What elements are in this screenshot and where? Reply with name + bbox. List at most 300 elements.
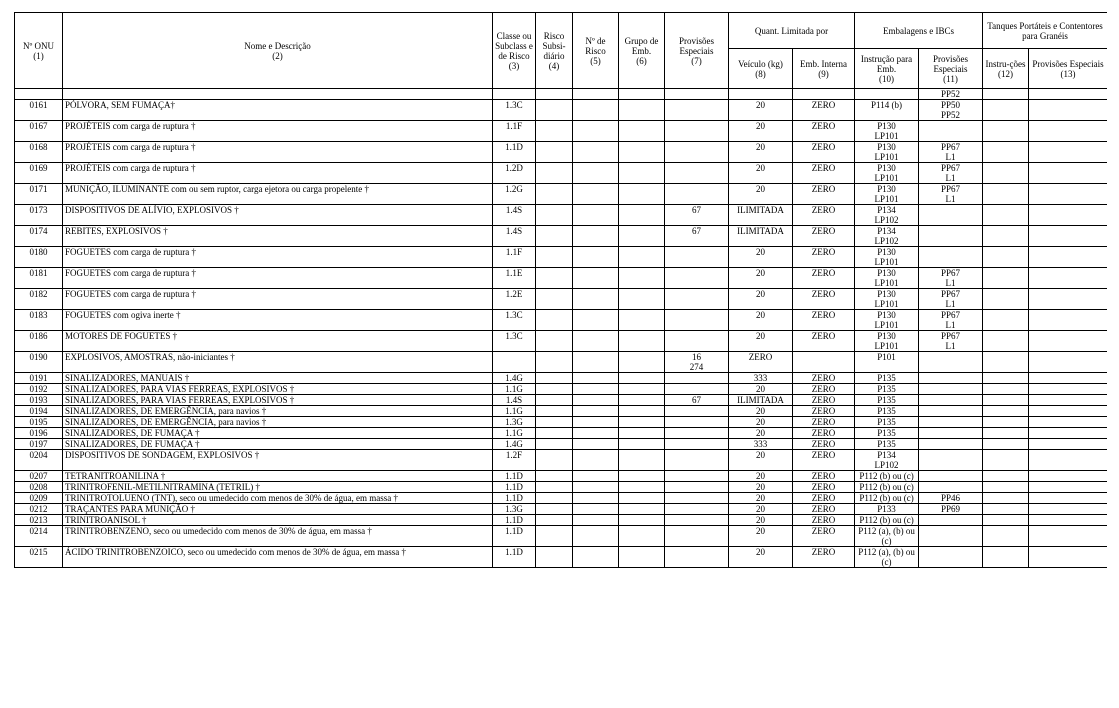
cell-provisoes-tanque bbox=[1029, 406, 1107, 417]
cell-provisoes-tanque bbox=[1029, 439, 1107, 450]
cell-grupo-emb bbox=[619, 417, 665, 428]
cell-provisoes-especiais: PP67 L1 bbox=[919, 289, 983, 310]
cell-classe: 1.1G bbox=[493, 428, 536, 439]
cell-provisoes-tanque bbox=[1029, 89, 1107, 100]
cell-provisoes-tanque bbox=[1029, 352, 1107, 373]
cell-provisoes-tanque bbox=[1029, 184, 1107, 205]
cell-instrucoes-tanque bbox=[983, 100, 1029, 121]
cell-veiculo: 20 bbox=[729, 482, 793, 493]
cell-grupo-emb bbox=[619, 289, 665, 310]
cell-onu: 0208 bbox=[15, 482, 63, 493]
cell-instrucao: P112 (b) ou (c) bbox=[855, 471, 919, 482]
cell-provisoes-especiais bbox=[919, 547, 983, 568]
cell-veiculo bbox=[729, 89, 793, 100]
cell-name: MUNIÇÃO, ILUMINANTE com ou sem ruptor, carga ejetora ou carga propelente † bbox=[63, 184, 493, 205]
cell-instrucoes-tanque bbox=[983, 406, 1029, 417]
cell-numero-risco bbox=[573, 428, 619, 439]
cell-instrucoes-tanque bbox=[983, 526, 1029, 547]
cell-risco-subsidiario bbox=[536, 121, 573, 142]
cell-onu: 0186 bbox=[15, 331, 63, 352]
cell-instrucao: P134 LP102 bbox=[855, 205, 919, 226]
cell-provisoes-tanque bbox=[1029, 289, 1107, 310]
cell-provisoes bbox=[665, 373, 729, 384]
cell-veiculo: 20 bbox=[729, 289, 793, 310]
cell-provisoes-especiais: PP67 L1 bbox=[919, 184, 983, 205]
table-row bbox=[15, 417, 1108, 428]
cell-veiculo: 333 bbox=[729, 373, 793, 384]
cell-provisoes-especiais: PP67 L1 bbox=[919, 310, 983, 331]
cell-numero-risco bbox=[573, 547, 619, 568]
header-provisoes-especiais: Provisões Especiais (11) bbox=[919, 49, 983, 89]
cell-onu: 0197 bbox=[15, 439, 63, 450]
cell-instrucao: P112 (a), (b) ou (c) bbox=[855, 547, 919, 568]
cell-risco-subsidiario bbox=[536, 482, 573, 493]
cell-instrucao: P135 bbox=[855, 384, 919, 395]
cell-provisoes bbox=[665, 184, 729, 205]
cell-onu: 0167 bbox=[15, 121, 63, 142]
cell-provisoes-especiais: PP67 L1 bbox=[919, 142, 983, 163]
cell-classe bbox=[493, 89, 536, 100]
cell-classe: 1.1D bbox=[493, 471, 536, 482]
cell-provisoes-tanque bbox=[1029, 331, 1107, 352]
table-row bbox=[15, 89, 1108, 100]
header-grupo-emb: Grupo de Emb. (6) bbox=[619, 13, 665, 89]
cell-risco-subsidiario bbox=[536, 384, 573, 395]
cell-numero-risco bbox=[573, 247, 619, 268]
cell-instrucao: P130 LP101 bbox=[855, 331, 919, 352]
cell-name: REBITES, EXPLOSIVOS † bbox=[63, 226, 493, 247]
cell-numero-risco bbox=[573, 163, 619, 184]
cell-classe: 1.1D bbox=[493, 547, 536, 568]
cell-provisoes bbox=[665, 310, 729, 331]
cell-numero-risco bbox=[573, 373, 619, 384]
cell-instrucao: P135 bbox=[855, 406, 919, 417]
cell-risco-subsidiario bbox=[536, 406, 573, 417]
cell-risco-subsidiario bbox=[536, 205, 573, 226]
cell-provisoes bbox=[665, 142, 729, 163]
cell-provisoes-tanque bbox=[1029, 121, 1107, 142]
cell-instrucao: P112 (a), (b) ou (c) bbox=[855, 526, 919, 547]
cell-instrucoes-tanque bbox=[983, 352, 1029, 373]
cell-provisoes-tanque bbox=[1029, 482, 1107, 493]
cell-instrucao: P135 bbox=[855, 428, 919, 439]
cell-name: PROJÉTEIS com carga de ruptura † bbox=[63, 121, 493, 142]
cell-classe: 1.3G bbox=[493, 417, 536, 428]
cell-veiculo: 20 bbox=[729, 406, 793, 417]
cell-veiculo: 20 bbox=[729, 384, 793, 395]
cell-onu: 0173 bbox=[15, 205, 63, 226]
cell-classe: 1.1D bbox=[493, 142, 536, 163]
cell-onu: 0182 bbox=[15, 289, 63, 310]
cell-grupo-emb bbox=[619, 504, 665, 515]
cell-onu: 0193 bbox=[15, 395, 63, 406]
table-row bbox=[15, 384, 1108, 395]
header-classe: Classe ou Subclass e de Risco (3) bbox=[493, 13, 536, 89]
cell-emb-interna: ZERO bbox=[793, 226, 855, 247]
cell-risco-subsidiario bbox=[536, 184, 573, 205]
cell-emb-interna: ZERO bbox=[793, 482, 855, 493]
header-instrucao: Instrução para Emb. (10) bbox=[855, 49, 919, 89]
cell-risco-subsidiario bbox=[536, 417, 573, 428]
table-row bbox=[15, 100, 1108, 121]
table-row bbox=[15, 142, 1108, 163]
cell-instrucao: P130 LP101 bbox=[855, 247, 919, 268]
cell-numero-risco bbox=[573, 121, 619, 142]
cell-provisoes bbox=[665, 268, 729, 289]
table-row bbox=[15, 163, 1108, 184]
cell-onu: 0213 bbox=[15, 515, 63, 526]
cell-classe: 1.1F bbox=[493, 247, 536, 268]
cell-provisoes-especiais bbox=[919, 352, 983, 373]
header-tanques: Tanques Portáteis e Contentores para Granéis bbox=[983, 13, 1107, 49]
cell-grupo-emb bbox=[619, 121, 665, 142]
cell-emb-interna: ZERO bbox=[793, 439, 855, 450]
header-risco-subsidiario: Risco Subsi-diário (4) bbox=[536, 13, 573, 89]
cell-risco-subsidiario bbox=[536, 226, 573, 247]
cell-provisoes-especiais bbox=[919, 205, 983, 226]
cell-veiculo: 20 bbox=[729, 504, 793, 515]
cell-numero-risco bbox=[573, 471, 619, 482]
cell-numero-risco bbox=[573, 450, 619, 471]
cell-instrucoes-tanque bbox=[983, 121, 1029, 142]
cell-provisoes-especiais bbox=[919, 417, 983, 428]
cell-name: TRAÇANTES PARA MUNIÇÃO † bbox=[63, 504, 493, 515]
cell-risco-subsidiario bbox=[536, 331, 573, 352]
cell-provisoes-tanque bbox=[1029, 428, 1107, 439]
cell-instrucao: P112 (b) ou (c) bbox=[855, 482, 919, 493]
cell-provisoes-tanque bbox=[1029, 163, 1107, 184]
cell-instrucoes-tanque bbox=[983, 89, 1029, 100]
header-provisoes: Provisões Especiais (7) bbox=[665, 13, 729, 89]
cell-name: FOGUETES com ogiva inerte † bbox=[63, 310, 493, 331]
table-row bbox=[15, 395, 1108, 406]
cell-emb-interna: ZERO bbox=[793, 450, 855, 471]
cell-instrucoes-tanque bbox=[983, 504, 1029, 515]
cell-name: FOGUETES com carga de ruptura † bbox=[63, 247, 493, 268]
cell-veiculo: 20 bbox=[729, 268, 793, 289]
cell-grupo-emb bbox=[619, 310, 665, 331]
cell-numero-risco bbox=[573, 417, 619, 428]
document-page bbox=[14, 12, 1107, 662]
cell-onu: 0209 bbox=[15, 493, 63, 504]
cell-emb-interna: ZERO bbox=[793, 268, 855, 289]
cell-risco-subsidiario bbox=[536, 373, 573, 384]
cell-instrucao: P134 LP102 bbox=[855, 226, 919, 247]
cell-provisoes-tanque bbox=[1029, 547, 1107, 568]
cell-onu: 0190 bbox=[15, 352, 63, 373]
cell-grupo-emb bbox=[619, 352, 665, 373]
cell-instrucoes-tanque bbox=[983, 493, 1029, 504]
cell-provisoes bbox=[665, 450, 729, 471]
cell-name: EXPLOSIVOS, AMOSTRAS, não-iniciantes † bbox=[63, 352, 493, 373]
cell-instrucoes-tanque bbox=[983, 289, 1029, 310]
cell-provisoes: 16 274 bbox=[665, 352, 729, 373]
cell-emb-interna: ZERO bbox=[793, 373, 855, 384]
table-row bbox=[15, 504, 1108, 515]
cell-emb-interna: ZERO bbox=[793, 289, 855, 310]
cell-instrucoes-tanque bbox=[983, 373, 1029, 384]
cell-numero-risco bbox=[573, 515, 619, 526]
table-row bbox=[15, 439, 1108, 450]
cell-onu bbox=[15, 89, 63, 100]
table-row bbox=[15, 184, 1108, 205]
cell-provisoes bbox=[665, 482, 729, 493]
cell-emb-interna: ZERO bbox=[793, 471, 855, 482]
table-row bbox=[15, 482, 1108, 493]
cell-instrucao: P135 bbox=[855, 417, 919, 428]
cell-numero-risco bbox=[573, 184, 619, 205]
cell-provisoes bbox=[665, 247, 729, 268]
cell-instrucao: P130 LP101 bbox=[855, 268, 919, 289]
cell-name: SINALIZADORES, DE FUMAÇA † bbox=[63, 439, 493, 450]
cell-veiculo: 20 bbox=[729, 450, 793, 471]
cell-onu: 0196 bbox=[15, 428, 63, 439]
cell-veiculo: 20 bbox=[729, 331, 793, 352]
cell-onu: 0195 bbox=[15, 417, 63, 428]
table-row bbox=[15, 515, 1108, 526]
cell-emb-interna: ZERO bbox=[793, 515, 855, 526]
cell-classe: 1.2F bbox=[493, 450, 536, 471]
cell-onu: 0207 bbox=[15, 471, 63, 482]
table-row bbox=[15, 205, 1108, 226]
cell-provisoes-tanque bbox=[1029, 310, 1107, 331]
cell-instrucoes-tanque bbox=[983, 471, 1029, 482]
header-name: Nome e Descrição (2) bbox=[63, 13, 493, 89]
cell-provisoes-tanque bbox=[1029, 526, 1107, 547]
table-row bbox=[15, 247, 1108, 268]
cell-provisoes-tanque bbox=[1029, 268, 1107, 289]
cell-provisoes-tanque bbox=[1029, 395, 1107, 406]
cell-risco-subsidiario bbox=[536, 100, 573, 121]
cell-instrucoes-tanque bbox=[983, 163, 1029, 184]
cell-emb-interna: ZERO bbox=[793, 121, 855, 142]
cell-numero-risco bbox=[573, 205, 619, 226]
cell-risco-subsidiario bbox=[536, 450, 573, 471]
cell-grupo-emb bbox=[619, 268, 665, 289]
table-row bbox=[15, 268, 1108, 289]
cell-provisoes-tanque bbox=[1029, 471, 1107, 482]
cell-onu: 0191 bbox=[15, 373, 63, 384]
cell-risco-subsidiario bbox=[536, 428, 573, 439]
cell-onu: 0183 bbox=[15, 310, 63, 331]
cell-veiculo: 20 bbox=[729, 493, 793, 504]
cell-instrucao: P130 LP101 bbox=[855, 121, 919, 142]
cell-grupo-emb bbox=[619, 395, 665, 406]
cell-veiculo: 20 bbox=[729, 100, 793, 121]
cell-grupo-emb bbox=[619, 406, 665, 417]
cell-provisoes-especiais bbox=[919, 471, 983, 482]
cell-grupo-emb bbox=[619, 450, 665, 471]
cell-provisoes-especiais bbox=[919, 450, 983, 471]
cell-name: DISPOSITIVOS DE SONDAGEM, EXPLOSIVOS † bbox=[63, 450, 493, 471]
cell-provisoes-especiais bbox=[919, 482, 983, 493]
cell-grupo-emb bbox=[619, 526, 665, 547]
cell-emb-interna: ZERO bbox=[793, 406, 855, 417]
cell-provisoes bbox=[665, 89, 729, 100]
cell-risco-subsidiario bbox=[536, 547, 573, 568]
header-emb-interna: Emb. Interna (9) bbox=[793, 49, 855, 89]
cell-provisoes-tanque bbox=[1029, 142, 1107, 163]
cell-grupo-emb bbox=[619, 384, 665, 395]
cell-grupo-emb bbox=[619, 515, 665, 526]
cell-name: TRINITROTOLUENO (TNT), seco ou umedecido com menos de 30% de água, em massa † bbox=[63, 493, 493, 504]
cell-name: TETRANITROANILINA † bbox=[63, 471, 493, 482]
cell-emb-interna: ZERO bbox=[793, 428, 855, 439]
cell-provisoes-especiais bbox=[919, 384, 983, 395]
cell-veiculo: 20 bbox=[729, 247, 793, 268]
cell-provisoes-especiais: PP52 bbox=[919, 89, 983, 100]
cell-grupo-emb bbox=[619, 89, 665, 100]
cell-veiculo: ILIMITADA bbox=[729, 205, 793, 226]
cell-numero-risco bbox=[573, 100, 619, 121]
cell-risco-subsidiario bbox=[536, 526, 573, 547]
cell-veiculo: 333 bbox=[729, 439, 793, 450]
cell-risco-subsidiario bbox=[536, 310, 573, 331]
cell-numero-risco bbox=[573, 504, 619, 515]
cell-provisoes bbox=[665, 331, 729, 352]
cell-classe: 1.4G bbox=[493, 439, 536, 450]
cell-classe: 1.2D bbox=[493, 163, 536, 184]
cell-emb-interna: ZERO bbox=[793, 247, 855, 268]
cell-instrucoes-tanque bbox=[983, 547, 1029, 568]
cell-instrucoes-tanque bbox=[983, 331, 1029, 352]
cell-onu: 0169 bbox=[15, 163, 63, 184]
cell-veiculo: ILIMITADA bbox=[729, 395, 793, 406]
cell-onu: 0161 bbox=[15, 100, 63, 121]
cell-provisoes-tanque bbox=[1029, 226, 1107, 247]
cell-veiculo: ILIMITADA bbox=[729, 226, 793, 247]
table-row bbox=[15, 493, 1108, 504]
cell-onu: 0194 bbox=[15, 406, 63, 417]
cell-name: SINALIZADORES, DE EMERGÊNCIA, para navios † bbox=[63, 406, 493, 417]
cell-emb-interna bbox=[793, 89, 855, 100]
cell-provisoes-especiais: PP67 L1 bbox=[919, 268, 983, 289]
cell-veiculo: 20 bbox=[729, 121, 793, 142]
table-row bbox=[15, 310, 1108, 331]
cell-provisoes-especiais: PP67 L1 bbox=[919, 331, 983, 352]
cell-instrucoes-tanque bbox=[983, 142, 1029, 163]
cell-instrucoes-tanque bbox=[983, 395, 1029, 406]
cell-risco-subsidiario bbox=[536, 471, 573, 482]
cell-provisoes-tanque bbox=[1029, 450, 1107, 471]
cell-provisoes-tanque bbox=[1029, 493, 1107, 504]
cell-instrucoes-tanque bbox=[983, 205, 1029, 226]
cell-numero-risco bbox=[573, 406, 619, 417]
cell-emb-interna: ZERO bbox=[793, 184, 855, 205]
cell-provisoes-tanque bbox=[1029, 100, 1107, 121]
cell-numero-risco bbox=[573, 439, 619, 450]
cell-veiculo: 20 bbox=[729, 471, 793, 482]
cell-onu: 0171 bbox=[15, 184, 63, 205]
cell-emb-interna: ZERO bbox=[793, 163, 855, 184]
cell-emb-interna: ZERO bbox=[793, 142, 855, 163]
cell-risco-subsidiario bbox=[536, 89, 573, 100]
cell-instrucao: P134 LP102 bbox=[855, 450, 919, 471]
cell-emb-interna: ZERO bbox=[793, 384, 855, 395]
cell-onu: 0168 bbox=[15, 142, 63, 163]
header-instrucoes: Instru-ções (12) bbox=[983, 49, 1029, 89]
cell-instrucoes-tanque bbox=[983, 482, 1029, 493]
cell-risco-subsidiario bbox=[536, 515, 573, 526]
table-row bbox=[15, 471, 1108, 482]
table-row bbox=[15, 450, 1108, 471]
cell-provisoes bbox=[665, 439, 729, 450]
cell-instrucao: P130 LP101 bbox=[855, 142, 919, 163]
cell-provisoes bbox=[665, 471, 729, 482]
cell-instrucoes-tanque bbox=[983, 384, 1029, 395]
cell-classe: 1.4S bbox=[493, 226, 536, 247]
cell-grupo-emb bbox=[619, 184, 665, 205]
cell-provisoes bbox=[665, 504, 729, 515]
cell-classe: 1.1D bbox=[493, 515, 536, 526]
cell-risco-subsidiario bbox=[536, 395, 573, 406]
cell-risco-subsidiario bbox=[536, 289, 573, 310]
cell-instrucao: P135 bbox=[855, 395, 919, 406]
cell-numero-risco bbox=[573, 482, 619, 493]
cell-provisoes-especiais bbox=[919, 121, 983, 142]
header-veiculo: Veículo (kg) (8) bbox=[729, 49, 793, 89]
cell-provisoes-tanque bbox=[1029, 205, 1107, 226]
cell-grupo-emb bbox=[619, 331, 665, 352]
cell-provisoes-tanque bbox=[1029, 247, 1107, 268]
cell-classe: 1.1G bbox=[493, 406, 536, 417]
cell-numero-risco bbox=[573, 310, 619, 331]
cell-risco-subsidiario bbox=[536, 352, 573, 373]
cell-provisoes-especiais: PP69 bbox=[919, 504, 983, 515]
cell-provisoes bbox=[665, 493, 729, 504]
table-row bbox=[15, 373, 1108, 384]
cell-emb-interna: ZERO bbox=[793, 493, 855, 504]
cell-risco-subsidiario bbox=[536, 247, 573, 268]
cell-provisoes-especiais bbox=[919, 395, 983, 406]
cell-provisoes bbox=[665, 417, 729, 428]
cell-provisoes-especiais bbox=[919, 526, 983, 547]
cell-name: DISPOSITIVOS DE ALÍVIO, EXPLOSIVOS † bbox=[63, 205, 493, 226]
cell-provisoes bbox=[665, 121, 729, 142]
cell-onu: 0204 bbox=[15, 450, 63, 471]
cell-grupo-emb bbox=[619, 205, 665, 226]
cell-numero-risco bbox=[573, 331, 619, 352]
cell-numero-risco bbox=[573, 352, 619, 373]
cell-instrucao: P130 LP101 bbox=[855, 310, 919, 331]
cell-classe: 1.1F bbox=[493, 121, 536, 142]
cell-provisoes-tanque bbox=[1029, 417, 1107, 428]
cell-emb-interna: ZERO bbox=[793, 526, 855, 547]
cell-grupo-emb bbox=[619, 163, 665, 184]
cell-veiculo: 20 bbox=[729, 515, 793, 526]
cell-grupo-emb bbox=[619, 373, 665, 384]
cell-onu: 0174 bbox=[15, 226, 63, 247]
cell-provisoes-tanque bbox=[1029, 373, 1107, 384]
cell-name: SINALIZADORES, DE EMERGÊNCIA, para navios † bbox=[63, 417, 493, 428]
cell-grupo-emb bbox=[619, 482, 665, 493]
cell-instrucao: P135 bbox=[855, 439, 919, 450]
cell-instrucao: P133 bbox=[855, 504, 919, 515]
cell-numero-risco bbox=[573, 142, 619, 163]
cell-name: ÁCIDO TRINITROBENZOICO, seco ou umedecido com menos de 30% de água, em massa † bbox=[63, 547, 493, 568]
cell-emb-interna: ZERO bbox=[793, 395, 855, 406]
cell-onu: 0212 bbox=[15, 504, 63, 515]
cell-onu: 0180 bbox=[15, 247, 63, 268]
cell-numero-risco bbox=[573, 89, 619, 100]
cell-instrucao: P135 bbox=[855, 373, 919, 384]
cell-instrucoes-tanque bbox=[983, 515, 1029, 526]
cell-name: TRINITROANISOL † bbox=[63, 515, 493, 526]
cell-instrucoes-tanque bbox=[983, 428, 1029, 439]
cell-provisoes-especiais: PP50 PP52 bbox=[919, 100, 983, 121]
cell-instrucao: P114 (b) bbox=[855, 100, 919, 121]
cell-instrucao: P112 (b) ou (c) bbox=[855, 515, 919, 526]
